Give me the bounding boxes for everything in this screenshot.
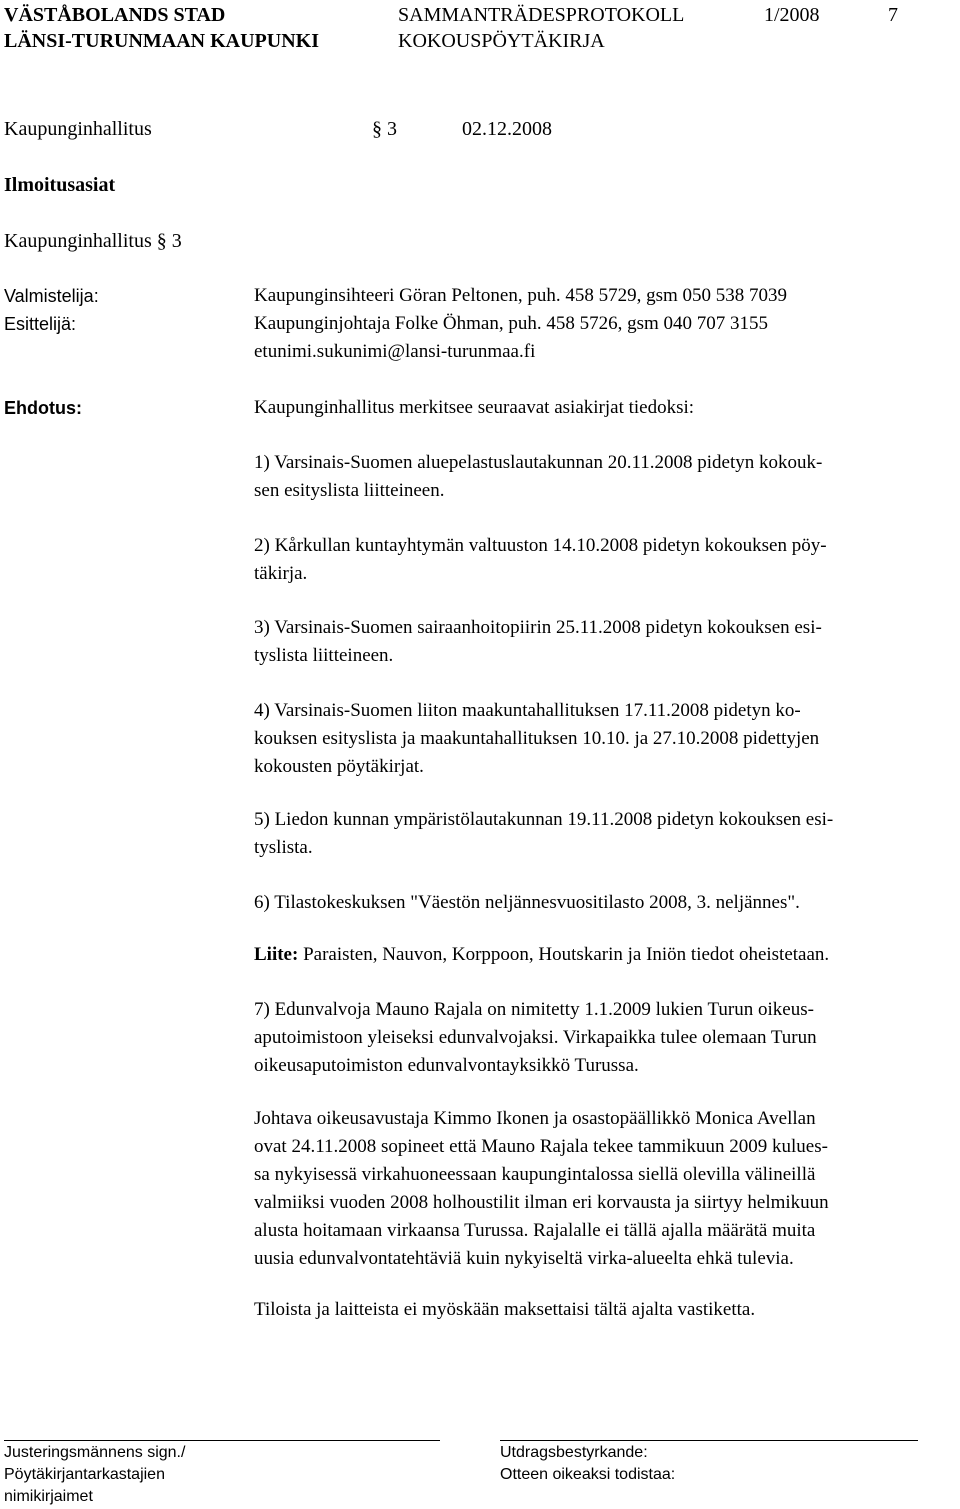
- facilities-line: Tiloista ja laitteista ei myöskään maksettaisi tältä ajalta vastiketta.: [254, 1299, 756, 1320]
- proposal-item-line: 5) Liedon kunnan ympäristölautakunnan 19.11.2008 pidetyn kokouksen esi-: [254, 809, 834, 830]
- proposal-item-2: [254, 532, 954, 588]
- footer-left-line2: Pöytäkirjantarkastajien: [4, 1466, 165, 1483]
- proposal-item-line: sen esityslista liitteineen.: [254, 480, 445, 501]
- preparer-value: Kaupunginsihteeri Göran Peltonen, puh. 458 5729, gsm 050 538 7039: [254, 285, 788, 306]
- footer-rule-left: [4, 1440, 440, 1441]
- agreement-line: alusta hoitamaan virkaansa Turussa. Rajalalle ei tällä ajalla määrätä muita: [254, 1220, 816, 1241]
- item-title: Ilmoitusasiat: [4, 174, 116, 196]
- agreement-line: Johtava oikeusavustaja Kimmo Ikonen ja osastopäällikkö Monica Avellan: [254, 1108, 816, 1129]
- presenter-label: Esittelijä:: [4, 314, 77, 334]
- proposal-label: Ehdotus:: [4, 398, 82, 418]
- agreement-line: ovat 24.11.2008 sopineet että Mauno Rajala tekee tammikuun 2009 kulues-: [254, 1136, 828, 1157]
- item7-line: 7) Edunvalvoja Mauno Rajala on nimitetty 1.1.2009 lukien Turun oikeus-: [254, 999, 814, 1020]
- attachment-label: Liite:: [254, 944, 299, 965]
- doc-type-finnish: KOKOUSPÖYTÄKIRJA: [398, 30, 605, 52]
- proposal-item-5: [254, 806, 954, 862]
- agreement-line: sa nykyisessä virkahuoneessaan kaupungintalossa siellä olevilla välineillä: [254, 1164, 816, 1185]
- proposal-item-3: [254, 614, 954, 670]
- footer-right-line1: Utdragsbestyrkande:: [500, 1444, 648, 1461]
- protocol-number: 1/2008: [764, 4, 820, 26]
- proposal-item-line: täkirja.: [254, 563, 308, 584]
- proposal-item-line: 1) Varsinais-Suomen aluepelastuslautakunnan 20.11.2008 pidetyn kokouk-: [254, 452, 823, 473]
- proposal-item-line: 3) Varsinais-Suomen sairaanhoitopiirin 25.11.2008 pidetyn kokouksen esi-: [254, 617, 822, 638]
- preparer-label: Valmistelija:: [4, 286, 99, 306]
- page-number: 7: [888, 4, 898, 26]
- agreement-paragraph: [254, 1105, 954, 1273]
- org-name-finnish: LÄNSI-TURUNMAAN KAUPUNKI: [4, 30, 319, 52]
- doc-type-swedish: SAMMANTRÄDESPROTOKOLL: [398, 4, 685, 26]
- proposal-item-line: 2) Kårkullan kuntayhtymän valtuuston 14.10.2008 pidetyn kokouksen pöy-: [254, 535, 827, 556]
- proposal-item-7: [254, 996, 954, 1080]
- presenter-email: etunimi.sukunimi@lansi-turunmaa.fi: [254, 341, 536, 362]
- footer-rule-right: [500, 1440, 918, 1441]
- agreement-line: valmiiksi vuoden 2008 holhoustilit ilman eri korvausta ja siirtyy helmikuun: [254, 1192, 829, 1213]
- meeting-body: Kaupunginhallitus: [4, 118, 152, 140]
- proposal-item-6: [254, 889, 954, 917]
- proposal-item-line: 6) Tilastokeskuksen "Väestön neljännesvuositilasto 2008, 3. neljännes".: [254, 892, 800, 913]
- facilities-paragraph: [254, 1296, 954, 1324]
- item7-line: oikeusaputoimiston edunvalvontayksikkö Turussa.: [254, 1055, 639, 1076]
- proposal-intro: Kaupunginhallitus merkitsee seuraavat asiakirjat tiedoksi:: [254, 397, 695, 418]
- proposal-item-line: kokousten pöytäkirjat.: [254, 756, 424, 777]
- proposal-item-line: tyslista liitteineen.: [254, 645, 394, 666]
- proposal-item-line: tyslista.: [254, 837, 313, 858]
- footer-left-line1: Justeringsmännens sign./: [4, 1444, 186, 1461]
- presenter-value: Kaupunginjohtaja Folke Öhman, puh. 458 5726, gsm 040 707 3155: [254, 313, 769, 334]
- proposal-item-line: 4) Varsinais-Suomen liiton maakuntahallituksen 17.11.2008 pidetyn ko-: [254, 700, 801, 721]
- proposal-item-4: [254, 697, 954, 781]
- footer-left-line3: nimikirjaimet: [4, 1488, 93, 1505]
- attachment-text: Paraisten, Nauvon, Korppoon, Houtskarin ja Iniön tiedot oheistetaan.: [303, 944, 830, 965]
- meeting-date: 02.12.2008: [462, 118, 552, 140]
- agreement-line: uusia edunvalvontatehtäviä kuin nykyiseltä virka-alueelta ehkä tulevia.: [254, 1248, 794, 1269]
- meeting-section: § 3: [372, 118, 397, 140]
- org-name-swedish: VÄSTÅBOLANDS STAD: [4, 4, 226, 26]
- proposal-item-line: kouksen esityslista ja maakuntahallituksen 10.10. ja 27.10.2008 pidettyjen: [254, 728, 820, 749]
- attachment-note: [254, 941, 954, 969]
- proposal-item-1: [254, 449, 954, 505]
- item-reference: Kaupunginhallitus § 3: [4, 230, 182, 252]
- item7-line: aputoimistoon yleiseksi edunvalvojaksi. Virkapaikka tulee olemaan Turun: [254, 1027, 817, 1048]
- footer-right-line2: Otteen oikeaksi todistaa:: [500, 1466, 676, 1483]
